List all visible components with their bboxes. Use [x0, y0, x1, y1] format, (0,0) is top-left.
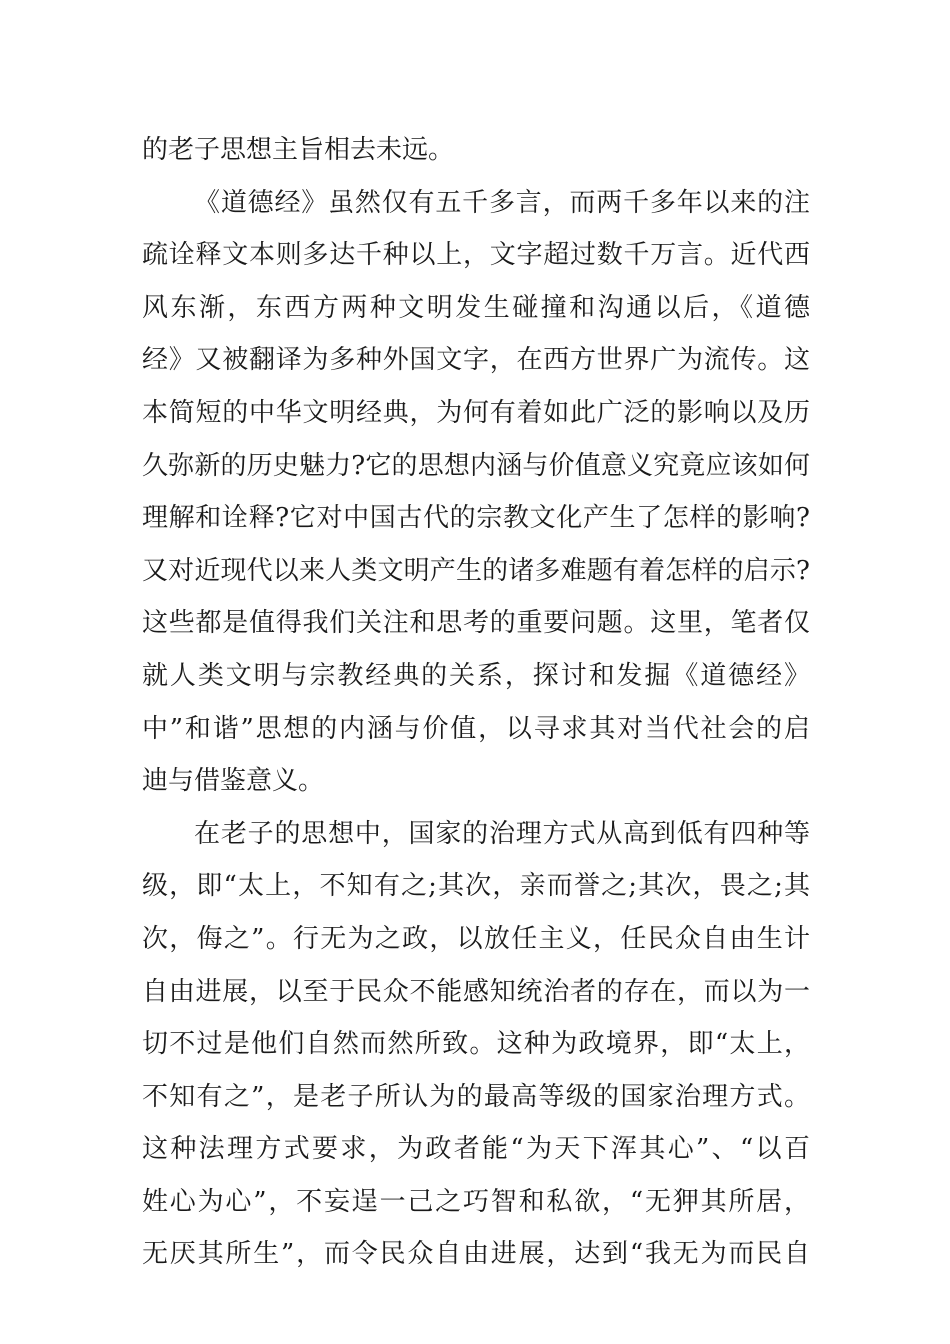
- text-line: 本简短的中华文明经典，为何有着如此广泛的影响以及历: [142, 397, 810, 428]
- document-body: [142, 124, 810, 1281]
- text-line: 在老子的思想中，国家的治理方式从高到低有四种等: [194, 818, 810, 849]
- text-line: 不知有之”，是老子所认为的最高等级的国家治理方式。: [142, 1081, 810, 1112]
- text-line: 这些都是值得我们关注和思考的重要问题。这里，笔者仅: [142, 608, 810, 639]
- text-line: 《道德经》虽然仅有五千多言，而两千多年以来的注: [194, 187, 810, 218]
- text-line: 经》又被翻译为多种外国文字，在西方世界广为流传。这: [142, 345, 810, 376]
- text-line: 的老子思想主旨相去未远。: [142, 135, 455, 165]
- text-line: 切不过是他们自然而然所致。这种为政境界，即“太上，: [142, 1029, 810, 1060]
- text-line: 风东渐，东西方两种文明发生碰撞和沟通以后，《道德: [142, 292, 810, 323]
- text-line: 久弥新的历史魅力?它的思想内涵与价值意义究竟应该如何: [142, 450, 810, 481]
- text-line: 级，即“太上，不知有之;其次，亲而誉之;其次，畏之;其: [142, 871, 810, 902]
- text-line: 这种法理方式要求，为政者能“为天下浑其心”、“以百: [142, 1134, 810, 1165]
- text-line: 次，侮之”。行无为之政，以放任主义，任民众自由生计: [142, 923, 810, 954]
- text-line: 又对近现代以来人类文明产生的诸多难题有着怎样的启示?: [142, 555, 810, 586]
- text-line: 理解和诠释?它对中国古代的宗教文化产生了怎样的影响?: [142, 503, 810, 534]
- text-line: 自由进展，以至于民众不能感知统治者的存在，而以为一: [142, 976, 810, 1007]
- text-line: 姓心为心”，不妄逞一己之巧智和私欲，“无狎其所居，: [142, 1186, 810, 1217]
- text-line: 疏诠释文本则多达千种以上，文字超过数千万言。近代西: [142, 240, 810, 271]
- text-line: 迪与借鉴意义。: [142, 766, 325, 797]
- text-line: 中”和谐”思想的内涵与价值，以寻求其对当代社会的启: [142, 713, 810, 744]
- text-line: 就人类文明与宗教经典的关系，探讨和发掘《道德经》: [142, 660, 810, 691]
- text-line: 无厌其所生”，而令民众自由进展，达到“我无为而民自: [142, 1239, 810, 1270]
